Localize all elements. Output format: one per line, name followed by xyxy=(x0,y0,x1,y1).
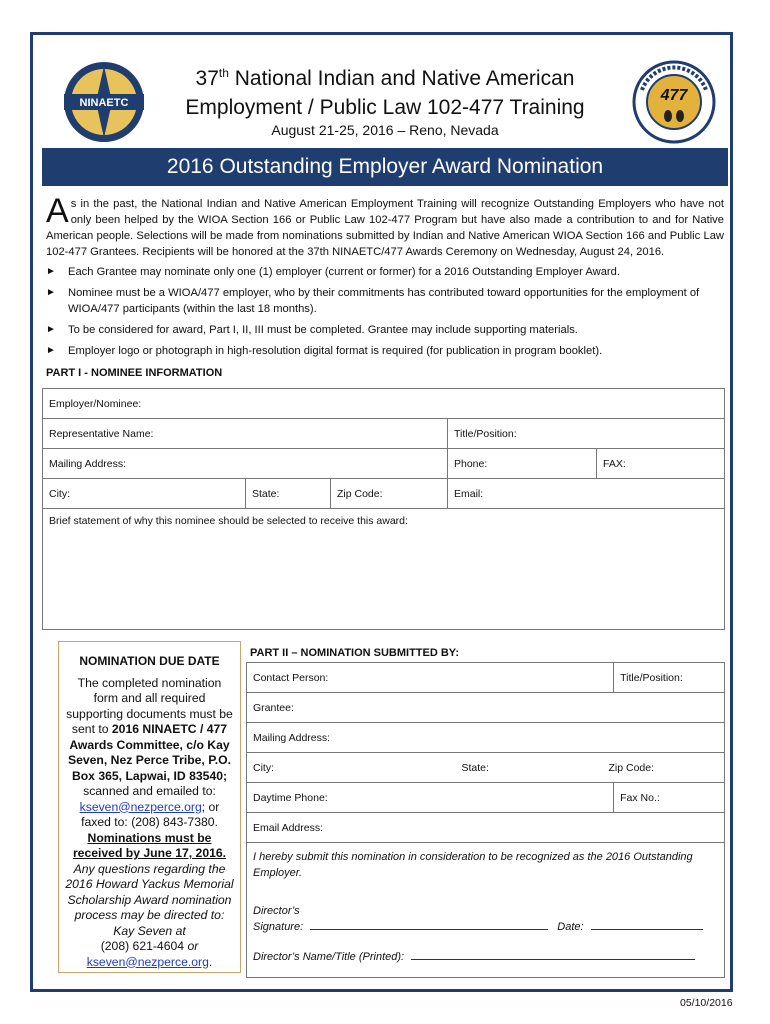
submission-instructions: The completed nomination form and all required supporting documents must be sent to 2016 NINAETC / 477 Awards Committee, c/o Kay Seven, Nez Perce Tribe, P.O. Box 365, Lapwai, ID 83540; scanned and emailed to: kseven@nezperce.org; or faxed to: (208) 843-7380. xyxy=(66,675,233,829)
daytime-phone-field[interactable]: Daytime Phone: xyxy=(247,783,614,813)
signature-row xyxy=(253,919,718,935)
due-date-box xyxy=(58,641,241,973)
phone-field[interactable]: Phone: xyxy=(448,449,597,479)
city-state-zip-field[interactable] xyxy=(247,753,725,783)
email-link[interactable]: kseven@nezperce.org xyxy=(86,954,209,969)
printed-name-label: Director’s Name/Title (Printed): xyxy=(253,951,405,963)
list-item: ► Nominee must be a WIOA/477 employer, who by their commitments has contributed toward opportunities for the employment of WIOA/477 participants (within the last 18 months). xyxy=(46,287,700,315)
list-item: ► To be considered for award, Part I, II, III must be completed. Grantee may include supporting materials. xyxy=(46,324,578,336)
employer-field[interactable]: Employer/Nominee: xyxy=(43,389,725,419)
event-title-line2: Employment / Public Law 102-477 Training xyxy=(185,96,585,119)
mailing-address-field[interactable]: Mailing Address: xyxy=(43,449,448,479)
questions-text: Any questions regarding the 2016 Howard Yackus Memorial Scholarship Award nomination process may be directed to: Kay Seven at xyxy=(65,861,234,938)
printed-name-line[interactable] xyxy=(411,949,695,960)
revision-date: 05/10/2016 xyxy=(680,997,733,1009)
svg-text:477: 477 xyxy=(660,87,688,104)
intro-paragraph: As in the past, the National Indian and Native American Employment Training will recognize Outstanding Employers who have not only been helped by the WIOA Section 166 or Public Law 102-477 Program but have also made a contribution to and for Native American people. Selections will be made from nominations submitted by Indian and Native American WIOA Section 166 and Public Law 102-477 Grantees. Recipients will be honored at the 37th NINAETC/477 Awards Ceremony on Wednesday, August 24, 2016. xyxy=(46,192,724,258)
zip-label: Zip Code: xyxy=(608,761,655,774)
directors-label: Director’s xyxy=(253,905,300,917)
email-address-field[interactable]: Email Address: xyxy=(247,813,725,843)
date-line[interactable] xyxy=(591,919,703,930)
title-position-field[interactable]: Title/Position: xyxy=(614,663,725,693)
contact-person-field[interactable]: Contact Person: xyxy=(247,663,614,693)
date-label: Date: xyxy=(557,921,584,933)
zip-field[interactable]: Zip Code: xyxy=(331,479,448,509)
rep-name-field[interactable]: Representative Name: xyxy=(43,419,448,449)
contact-phone: (208) 621-4604 or xyxy=(100,939,199,953)
fax-field[interactable]: Fax No.: xyxy=(614,783,725,813)
due-date-title: NOMINATION DUE DATE xyxy=(79,654,220,668)
arrow-right-icon: ► xyxy=(46,324,56,335)
title-position-field[interactable]: Title/Position: xyxy=(448,419,725,449)
state-field[interactable]: State: xyxy=(246,479,331,509)
city-field[interactable]: City: xyxy=(43,479,246,509)
printed-name-row xyxy=(253,949,718,965)
email-link[interactable]: kseven@nezperce.org xyxy=(79,799,202,814)
signature-line[interactable] xyxy=(310,919,548,930)
signature-section xyxy=(247,843,725,978)
state-label: State: xyxy=(461,761,489,774)
svg-text:NINAETC: NINAETC xyxy=(79,97,129,109)
city-label: City: xyxy=(253,761,274,774)
arrow-right-icon: ► xyxy=(46,287,56,298)
mailing-address-field[interactable]: Mailing Address: xyxy=(247,723,725,753)
submitter-table xyxy=(246,662,725,978)
bullet-list xyxy=(46,264,726,364)
event-dates: August 21-25, 2016 – Reno, Nevada xyxy=(271,122,499,138)
nominee-info-table xyxy=(42,388,725,630)
deadline-text: Nominations must be received by June 17, 2016. xyxy=(72,830,227,860)
list-item: ► Employer logo or photograph in high-resolution digital format is required (for publication in program booklet). xyxy=(46,345,603,357)
email-field[interactable]: Email: xyxy=(448,479,725,509)
fax-field[interactable]: FAX: xyxy=(597,449,725,479)
award-banner: 2016 Outstanding Employer Award Nomination xyxy=(42,148,728,186)
drop-cap: A xyxy=(46,192,69,230)
arrow-right-icon: ► xyxy=(46,266,56,277)
brief-statement-field[interactable]: Brief statement of why this nominee should be selected to receive this award: xyxy=(43,509,725,630)
event-title-line1: 37th National Indian and Native American xyxy=(195,66,575,90)
contact-email: kseven@nezperce.org. xyxy=(86,954,213,969)
part1-heading: PART I - NOMINEE INFORMATION xyxy=(46,367,223,379)
list-item: ► Each Grantee may nominate only one (1) employer (current or former) for a 2016 Outstanding Employer Award. xyxy=(46,266,620,278)
nomination-statement: I hereby submit this nomination in consideration to be recognized as the 2016 Outstanding Employer. xyxy=(253,851,693,879)
signature-label: Signature: xyxy=(253,921,304,933)
arrow-right-icon: ► xyxy=(46,345,56,356)
grantee-field[interactable]: Grantee: xyxy=(247,693,725,723)
part2-heading: PART II – NOMINATION SUBMITTED BY: xyxy=(250,647,459,659)
